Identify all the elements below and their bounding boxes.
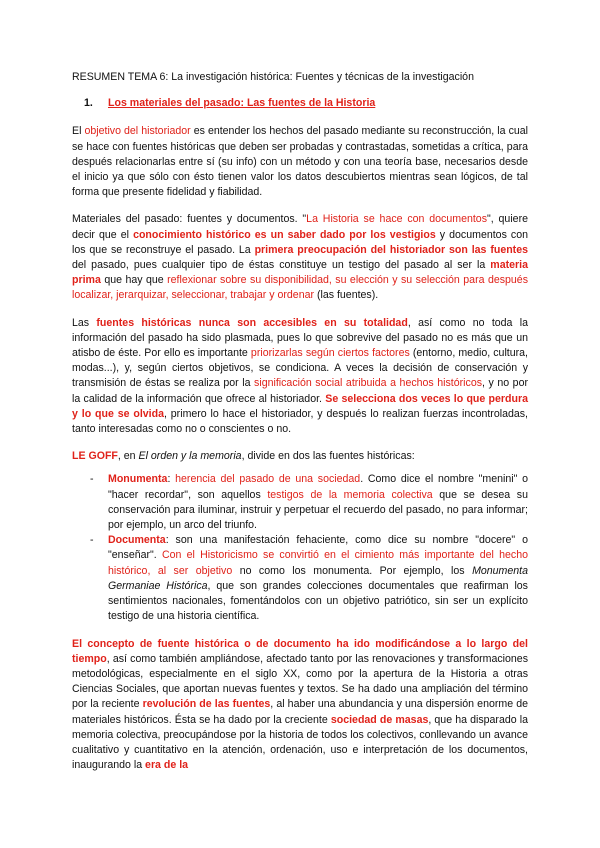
- text-run: , que son grandes colecciones documentales que reafirman los sentimientos nacionales, fomentándolos con un objetivo patriótico, sin ser un explícito testigo de una historia científica.: [108, 579, 528, 623]
- sources-list: [72, 472, 528, 624]
- text-run: fuentes históricas nunca son accesibles en su totalidad: [96, 316, 408, 329]
- text-run: , así como no toda la información del pasado ha sido plasmada, pues lo que sobrevive del pasado no es más que un atisbo de éste. Por ello es importante: [72, 316, 528, 360]
- text-run: El orden y la memoria: [138, 450, 242, 463]
- text-run: revolución de las fuentes: [142, 698, 271, 711]
- text-run: , primero lo hace el historiador, y después lo realizan fuerzas incontroladas, tanto interesadas como no o conscientes o no.: [72, 407, 528, 436]
- text-run: El: [72, 125, 85, 138]
- text-run: ", quiere decir que el: [72, 213, 528, 241]
- paragraph-concepto-fuente: [72, 637, 528, 774]
- text-run: Materiales del pasado: fuentes y documentos. ": [72, 213, 307, 226]
- text-run: primera preocupación del historiador son las fuentes: [254, 243, 528, 256]
- text-run: , divide en dos las fuentes históricas:: [241, 450, 415, 463]
- text-run: del pasado, pues cualquier tipo de éstas constituye un testigo del pasado al ser la: [72, 259, 491, 272]
- text-run: : son una manifestación fehaciente, como dice su nombre "docere" o "enseñar".: [108, 534, 528, 562]
- text-run: (las fuentes).: [314, 289, 379, 302]
- paragraph-fuentes-accesibles: [72, 316, 528, 438]
- list-item-text: [108, 534, 528, 622]
- text-run: que se desea su conservación para iluminar, instruir y perpetuar el recuerdo del pasado, no para informar; por ejemplo, un arco del triunfo.: [108, 488, 528, 532]
- text-run: no como los monumenta. Por ejemplo, los: [232, 564, 473, 577]
- paragraph-objetivo: [72, 124, 528, 200]
- section-number: 1.: [84, 97, 93, 110]
- text-run: objetivo del historiador: [84, 125, 191, 138]
- text-run: era de la: [145, 759, 189, 772]
- list-item-text: [108, 473, 528, 531]
- text-run: es entender los hechos del pasado mediante su reconstrucción, la cual se hace con fuentes históricas que deben ser probadas y contrastadas, sometidas a crítica, para después relacionarlas entre sí (su info) con un método y con una teoría base, necesarios desde el inicio ya que sólo con ésto tienen valor los datos descubiertos mientras sean lógicos, de tal forma que presente fidelidad y fiabilidad.: [72, 125, 529, 199]
- text-run: El concepto de fuente histórica o de documento ha ido modificándose a lo largo del tiempo: [72, 637, 528, 665]
- text-run: . Como dice el nombre "menini" o "hacer recordar", son aquellos: [108, 473, 528, 501]
- list-item-documenta: [90, 533, 529, 624]
- text-run: priorizarlas según ciertos factores: [250, 347, 410, 360]
- text-run: que hay que: [100, 274, 168, 287]
- text-run: y documentos con los que se reconstruye el pasado. La: [72, 228, 528, 256]
- text-run: reflexionar sobre su disponibilidad, su elección y su selección para después localizar, jerarquizar, seleccionar, trabajar y ordenar: [72, 274, 528, 302]
- text-run: Con el Historicismo se convirtió en el cimiento más importante del hecho histórico, al ser objetivo: [108, 549, 528, 577]
- document-page: [72, 70, 528, 785]
- text-run: , y no por la calidad de la información que ofrece al historiador.: [72, 377, 528, 405]
- text-run: :: [167, 473, 176, 486]
- text-run: herencia del pasado de una sociedad: [175, 473, 361, 486]
- text-run: , así como también ampliándose, afectado tanto por las renovaciones y transformaciones metodológicas, especialmente en el siglo XX, como por la apertura de la Historia a otras Ciencias Sociales, que aportan nuevas fuentes y textos. Se ha dado una ampliación del término por la reciente: [72, 652, 528, 711]
- text-run: conocimiento histórico es un saber dado por los vestigios: [133, 228, 436, 241]
- list-bullet: -: [90, 473, 94, 486]
- document-title: RESUMEN TEMA 6: La investigación histórica: Fuentes y técnicas de la investigación: [72, 71, 474, 83]
- list-bullet: -: [90, 534, 94, 547]
- text-run: , en: [117, 450, 139, 463]
- text-run: , al haber una abundancia y una dispersión enorme de materiales históricos. Ésta se ha dado por la creciente: [72, 698, 528, 726]
- section-heading: [84, 96, 528, 111]
- paragraph-le-goff: [72, 449, 528, 464]
- text-run: materia prima: [72, 259, 528, 287]
- text-run: , que ha disparado la memoria colectiva, preocupándose por la historia de todos los colectivos, conllevando un avance cualitativo y cuantitativo en la atención, ordenación, uso e interpretación de los documentos, inaugurando la: [72, 713, 528, 772]
- text-run: Documenta: [108, 534, 166, 547]
- section-title: Los materiales del pasado: Las fuentes de la Historia: [108, 97, 376, 110]
- text-run: testigos de la memoria colectiva: [267, 488, 433, 501]
- text-run: sociedad de masas: [330, 713, 429, 726]
- text-run: Monumenta Germaniae Histórica: [108, 564, 529, 592]
- text-run: (entorno, medio, cultura, modas...), y, según ciertos objetivos, se condiciona. A veces la decisión de conservación y transmisión de éstas se realiza por la: [72, 347, 528, 390]
- paragraph-materiales: [72, 212, 528, 303]
- text-run: significación social atribuida a hechos históricos: [254, 377, 483, 390]
- text-run: La Historia se hace con documentos: [306, 213, 487, 226]
- text-run: Monumenta: [108, 473, 168, 486]
- text-run: Las: [72, 316, 97, 329]
- text-run: Se selecciona dos veces lo que perdura y lo que se olvida: [72, 392, 529, 420]
- list-item-monumenta: [90, 472, 528, 533]
- text-run: LE GOFF: [72, 450, 118, 463]
